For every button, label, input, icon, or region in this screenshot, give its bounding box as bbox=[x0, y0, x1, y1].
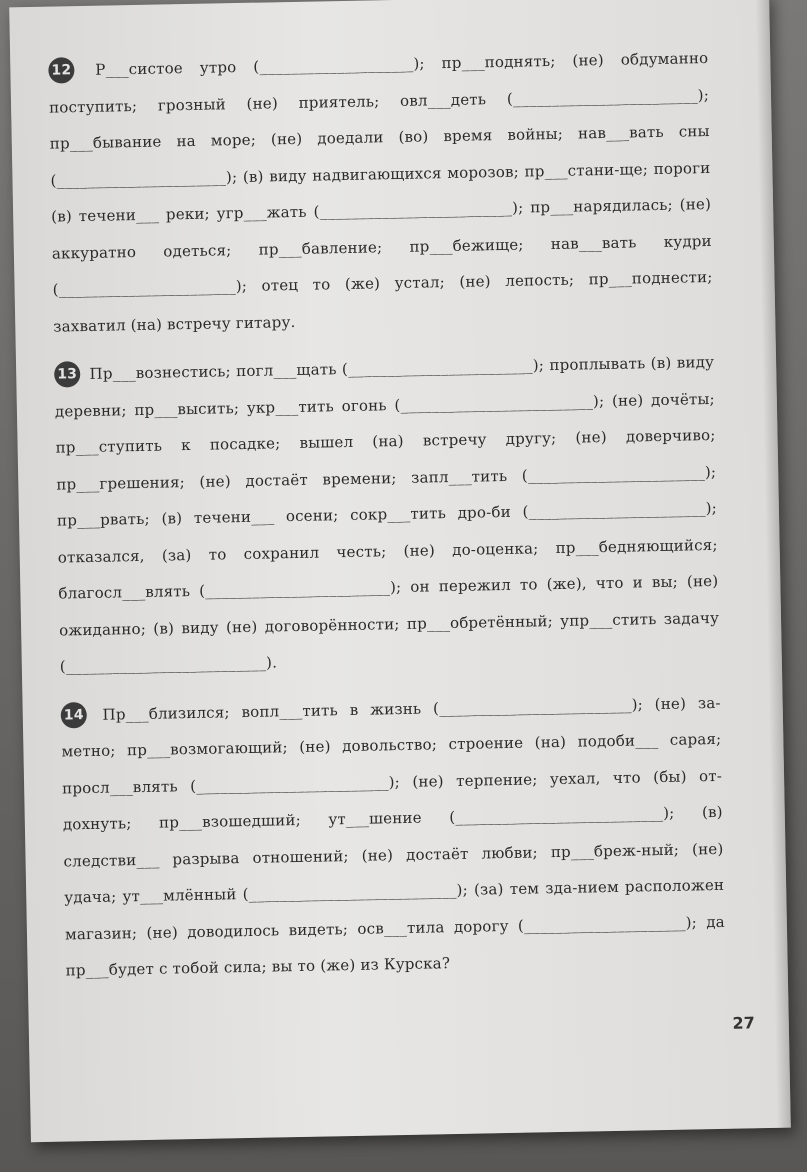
page-content bbox=[48, 40, 726, 1001]
task-number-badge: 13 bbox=[54, 361, 80, 387]
task-text: Пр___близился; вопл___тить в жизнь (_________________________); (не) за-метно; пр___возмогающий; (не) довольство; строение (на) подоби___ сарая; просл___влять (_________________________); (не) терпение; уехал, что (бы) от-дохнуть; пр___взошедший; ут___шение (___________________________); (в) следстви___ разрыва отношений; (не) достаёт любви; пр___бреж-ный; (не) удача; ут___млённый (___________________________); (за) тем зда-нием расположен магазин; (не) доводилось видеть; осв___тила дорогу (_____________________); да пр___будет с тобой сила; вы то (же) из Курска? bbox=[61, 693, 726, 980]
task-14 bbox=[60, 684, 725, 989]
task-number-badge: 12 bbox=[48, 57, 74, 83]
task-12 bbox=[48, 40, 713, 345]
task-number-badge: 14 bbox=[61, 702, 87, 728]
task-text: Пр___вознестись; погл___щать (________________________); проплывать (в) виду деревни; пр___высить; укр___тить огонь (_________________________); (не) дочёты; пр___ступить к посадке; вышел (на) встречу другу; (не) доверчиво; пр___грешения; (не) достаёт времени; запл___тить (_______________________); пр___рвать; (в) течени___ осени; сокр___тить дро-би (_______________________); отказался, (за) то сохранил честь; (не) до-оценка; пр___бедняющийся; благосл___влять (________________________); он пережил то (же), что и вы; (не) ожиданно; (в) виду (не) договорённости; пр___обретённый; упр___стить задачу (__________________________). bbox=[54, 352, 720, 676]
page-edge-shadow bbox=[755, 0, 791, 1128]
task-text: Р___систое утро (____________________); пр___поднять; (не) обдуманно поступить; грозный (не) приятель; овл___деть (________________________); пр___бывание на море; (не) доедали (во) время войны; нав___вать сны (______________________); (в) виду надвигающихся морозов; пр___стани-ще; пороги (в) течени___ реки; угр___жать (_________________________); пр___нарядилась; (не) аккуратно одеться; пр___бавление; пр___бежище; нав___вать кудри (_______________________); отец то (же) устал; (не) лепость; пр___поднести; захватил (на) встречу гитару. bbox=[48, 48, 713, 336]
task-13 bbox=[54, 344, 720, 685]
page-number: 27 bbox=[732, 1013, 755, 1033]
textbook-page bbox=[9, 0, 791, 1142]
